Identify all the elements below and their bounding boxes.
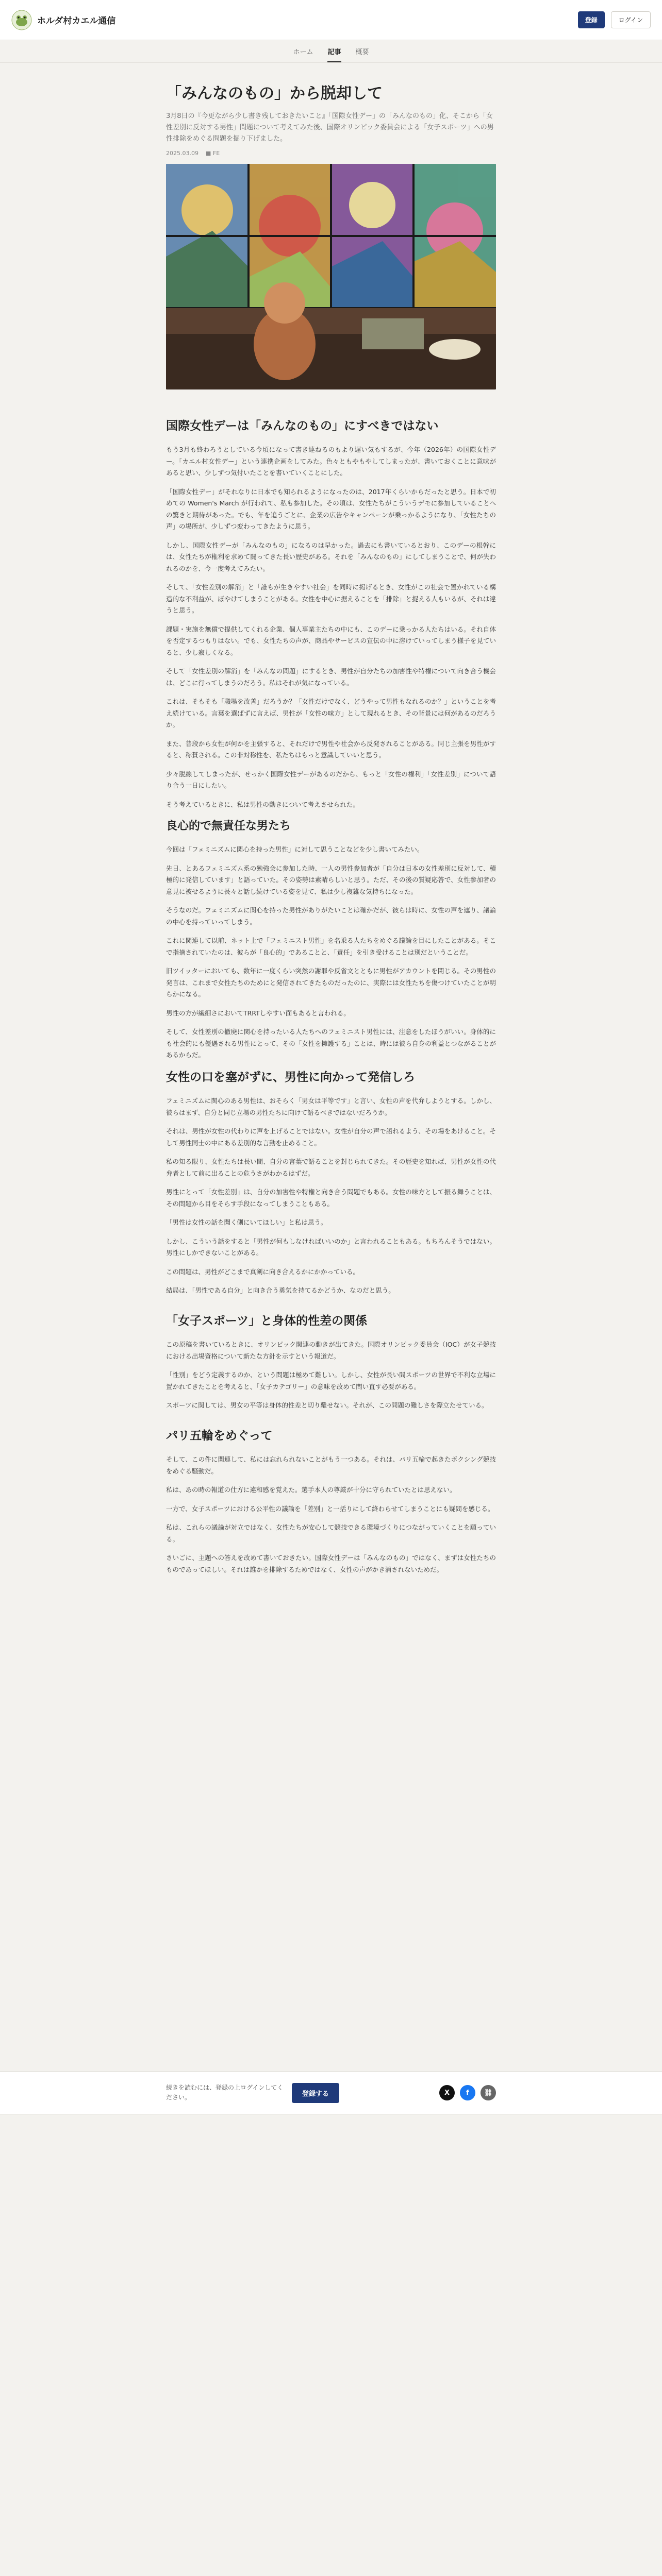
- tab-bar: [0, 40, 662, 63]
- article-subtitle: 3月8日の『今更ながら少し書き残しておきたいこと』「国際女性デー」の「みんなのもの」化、そこから「女性差別に反対する男性」問題について考えてみた後、国際オリンピック委員会による「女子スポーツ」への男性排除をめぐる問題を掘り下げました。: [166, 112, 494, 143]
- paragraph: また、普段から女性が何かを主張すると、それだけで男性や社会から反発されることがある。同じ主張を男性がすると、称賛される。この非対称性を、私たちはもっと意識していいと思う。: [166, 739, 496, 759]
- tab-about[interactable]: 概要: [355, 48, 369, 56]
- paragraph: そうなのだ。フェミニズムに関心を持った男性がありがたいことは確かだが、彼らは時に、女性の声を遮り、議論の中心を持っていってしまう。: [166, 906, 496, 926]
- paragraph: そして、女性差別の撤廃に関心を持ったいる人たちへのフェミニスト男性には、注意をしたほうがいい。身体的にも社会的にも優遇される男性にとって、その「女性を擁護する」ことは、時には彼ら自身の利益とつながることがあるからだ。: [166, 1028, 496, 1059]
- paragraph: もう3月も終わろうとしている今頃になって書き連ねるのもより遅い気もするが、今年（2026年）の国際女性デー。「カエル村女性デー」という連携企画をしてみた。色々ともやもやしてしまったが、書いておくことに意味があると思い、少しずつ気付いたことを書いていくことにした。: [166, 446, 496, 477]
- paragraph: 今回は「フェミニズムに関心を持った男性」に対して思うことなどを少し書いてみたい。: [166, 845, 424, 854]
- signup-button[interactable]: 登録する: [292, 2083, 339, 2103]
- paragraph: 私は、これらの議論が対立ではなく、女性たちが安心して競技できる環境づくりにつながっていくことを願っている。: [166, 1523, 496, 1543]
- paragraph: しかし、こういう話をすると「男性が何もしなければいいのか」と言われることもある。もちろんそうではない。男性にしかできないことがある。: [166, 1237, 496, 1257]
- section-heading-5: パリ五輪をめぐって: [166, 1429, 273, 1443]
- facebook-share-icon[interactable]: f: [460, 2085, 475, 2100]
- paragraph: それは、男性が女性の代わりに声を上げることではない。女性が自分の声で語れるよう、その場をあけること。そして男性同士の中にある差別的な言動を止めること。: [166, 1127, 496, 1147]
- paragraph: 「性別」をどう定義するのか、という問題は極めて難しい。しかし、女性が長い間スポーツの世界で不利な立場に置かれてきたことを考えると、「女子カテゴリー」の意味を改めて問い直す必要がある。: [166, 1371, 496, 1391]
- hero-image: [166, 164, 496, 389]
- paragraph: 結局は、「男性である自分」と向き合う勇気を持てるかどうか、なのだと思う。: [166, 1286, 395, 1295]
- paragraph: 旧ツイッターにおいても、数年に一度くらい突然の謝罪や反省文とともに男性がアカウントを閉じる。その男性の発言は、これまで女性たちのためにと発信されてきたものだったのに、実際には女性たちを傷つけていたことが明らかになる。: [166, 967, 496, 998]
- section-heading-1: 国際女性デーは「みんなのもの」にすべきではない: [166, 419, 439, 433]
- paragraph: そう考えているときに、私は男性の動きについて考えさせられた。: [166, 800, 359, 808]
- paragraph: 「国際女性デー」がそれなりに日本でも知られるようになったのは、2017年くらいからだったと思う。日本で初めての Women's March が行われて、私も参加した。その頃は、女性たちがこういうデモに参加していることへの驚きと期待があった。でも、年を追うごとに、企業の広告やキャンペーンが乗っかるようになり、「女性たちの声」の場所が、少しずつ変わってきたように思う。: [166, 487, 496, 531]
- stained-glass-illustration: [166, 164, 496, 389]
- login-button[interactable]: ログイン: [611, 11, 651, 28]
- site-header: [0, 0, 662, 40]
- paragraph: スポーツに関しては、男女の平等は身体的性差と切り離せない。それが、この問題の難しさを際立たせている。: [166, 1401, 488, 1410]
- paragraph: 私の知る限り、女性たちは長い間、自分の言葉で語ることを封じられてきた。その歴史を知れば、男性が女性の代弁者として前に出ることの危うさがわかるはずだ。: [166, 1158, 496, 1177]
- paragraph: 課題・実施を無償で提供してくれる企業、個人事業主たちの中にも、このデーに乗っかる人たちはいる。それ自体を否定するつもりはない。でも、女性たちの声が、商品やサービスの宣伝の中に溶けていってしまう様子を見ていると、少し寂しくなる。: [166, 625, 496, 656]
- paragraph: 「男性は女性の話を聞く側にいてほしい」と私は思う。: [166, 1218, 327, 1227]
- register-button[interactable]: 登録: [578, 11, 605, 28]
- share-buttons: [439, 2085, 496, 2100]
- paragraph: この原稿を書いているときに、オリンピック関連の動きが出てきた。国際オリンピック委員会（IOC）が女子競技における出場資格について新たな方針を示すという報道だ。: [166, 1341, 496, 1360]
- paragraph: フェミニズムに関心のある男性は、おそらく「男女は平等です」と言い、女性の声を代弁しようとする。しかし、彼らはまず、自分と同じ立場の男性たちに向けて語るべきではないだろうか。: [166, 1097, 496, 1116]
- paragraph: 男性の方が繊細さにおいてTRRTしやすい面もあると言われる。: [166, 1009, 350, 1017]
- paragraph: 少々脱線してしまったが、せっかく国際女性デーがあるのだから、もっと「女性の権利」「女性差別」について語り合う一日にしたい。: [166, 770, 496, 790]
- paragraph: この問題は、男性がどこまで真剣に向き合えるかにかかっている。: [166, 1267, 360, 1276]
- article-tag[interactable]: ■ FE: [205, 149, 220, 157]
- paragraph: 先日、とあるフェミニズム系の勉強会に参加した時、一人の男性参加者が「自分は日本の女性差別に反対して、積極的に発信しています」と語っていた。その姿勢は素晴らしいと思う。ただ、その後の質疑応答で、女性参加者の意見に被せるように長々と話し続けている姿を見て、私は少し複雑な気持ちになった。: [166, 864, 496, 895]
- article: [166, 63, 496, 1575]
- section-heading-4: 「女子スポーツ」と身体的性差の関係: [166, 1314, 368, 1328]
- paragraph: 男性にとって「女性差別」は、自分の加害性や特権と向き合う問題でもある。女性の味方として振る舞うことは、その問題から目をそらす手段になってしまうこともある。: [166, 1188, 496, 1208]
- paragraph: そして、「女性差別の解消」と「誰もが生きやすい社会」を同時に掲げるとき、女性がこの社会で置かれている構造的な不利益が、ぼやけてしまうことがある。女性を中心に据えることを「排除」と捉える人もいるが、それは違うと思う。: [166, 583, 496, 615]
- paragraph: これは、そもそも「職場を改善」だろうか？「女性だけでなく、どうやって男性もなれるのか？」ということを考え続けている。言葉を選ばずに言えば、男性が「女性の味方」として現れるとき、その背景には何があるのだろうか。: [166, 698, 496, 729]
- site-logo[interactable]: [11, 10, 115, 30]
- section-heading-2: 良心的で無責任な男たち: [166, 820, 291, 833]
- article-title: 「みんなのもの」から脱却して: [166, 84, 383, 103]
- paragraph: 私は、あの時の報道の仕方に違和感を覚えた。選手本人の尊厳が十分に守られていたとは思えない。: [166, 1486, 456, 1494]
- paragraph: さいごに、主題への答えを改めて書いておきたい。国際女性デーは「みんなのもの」ではなく、まずは女性たちのものであってほしい。それは誰かを排除するためではなく、女性の声がかき消されないためだ。: [166, 1554, 496, 1573]
- section-heading-3: 女性の口を塞がずに、男性に向かって発信しろ: [166, 1070, 415, 1084]
- article-meta: [166, 150, 496, 157]
- paragraph: これに関連して以前、ネット上で「フェミニスト男性」を名乗る人たちをめぐる議論を目にしたことがある。そこで指摘されていたのは、彼らが「良心的」であることと、「責任」を引き受けることは別だということだ。: [166, 937, 496, 956]
- article-date: 2025.03.09: [166, 149, 198, 157]
- frog-logo-icon: [11, 10, 32, 30]
- paragraph: 一方で、女子スポーツにおける公平性の議論を「差別」と一括りにして終わらせてしまうことにも疑問を感じる。: [166, 1504, 494, 1513]
- signup-banner: [0, 2071, 662, 2114]
- link-share-icon[interactable]: ⛓: [481, 2085, 496, 2100]
- site-name[interactable]: ホルダ村カエル通信: [37, 16, 116, 26]
- x-share-icon[interactable]: X: [439, 2085, 455, 2100]
- tab-articles[interactable]: 記事: [327, 46, 341, 62]
- paragraph: しかし、国際女性デーが「みんなのもの」になるのは早かった。過去にも書いているとおり、このデーの根幹には、女性たちが権利を求めて闘ってきた長い歴史がある。それを「みんなのもの」にしてしまうことで、何が失われるのかを、今一度考えてみたい。: [166, 541, 496, 572]
- signup-banner-text: 続きを読むには、登録の上ログインしてください。: [166, 2084, 284, 2101]
- paragraph: そして、この件に関連して、私には忘れられないことがもう一つある。それは、パリ五輪で起きたボクシング競技をめぐる騒動だ。: [166, 1455, 496, 1475]
- tab-home[interactable]: ホーム: [293, 48, 313, 56]
- paragraph: そして「女性差別の解消」を「みんなの問題」にするとき、男性が自分たちの加害性や特権について向き合う機会は、どこに行ってしまうのだろう。私はそれが気になっている。: [166, 667, 496, 687]
